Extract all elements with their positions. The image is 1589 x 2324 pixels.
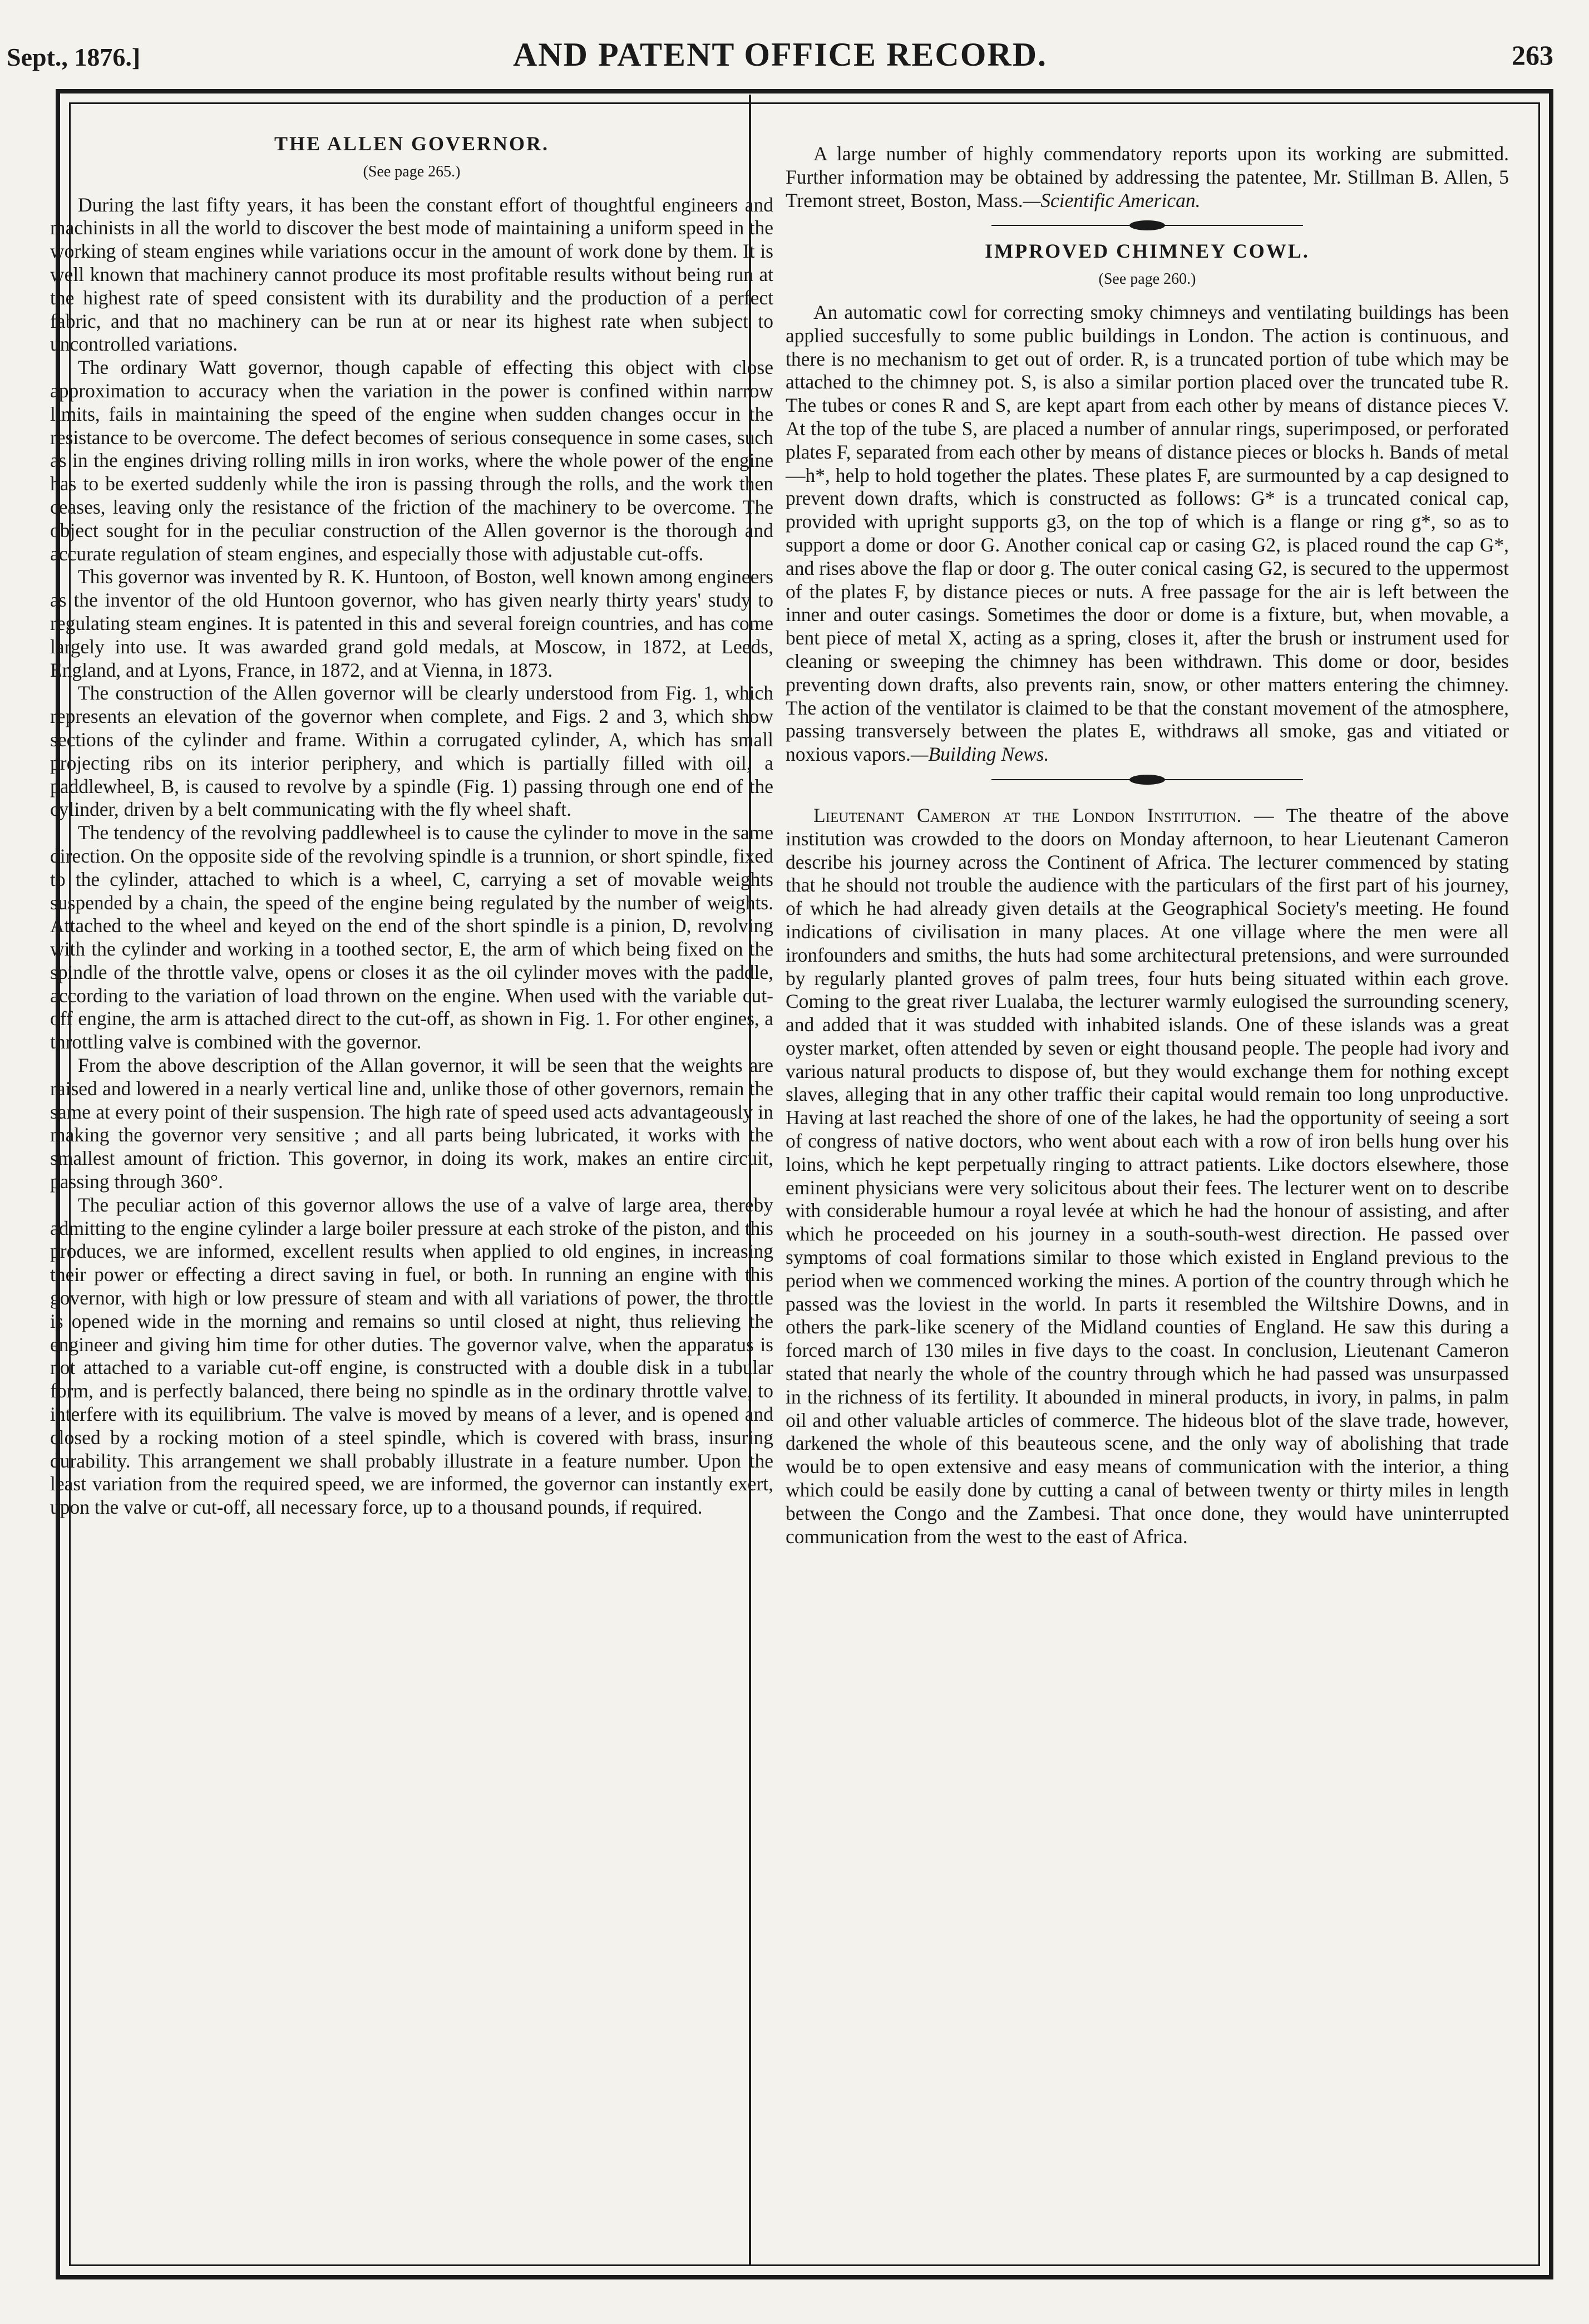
page-reference: (See page 260.) — [1098, 270, 1196, 288]
issue-date: Sept., 1876.] — [7, 43, 141, 71]
paragraph-text: — The theatre of the above institution was crowded to the doors on Monday afternoon, to hear Lieutenant Cameron describe his journey across the Continent of Africa. The lecturer commenced by stating that he should not trouble the audience with the particulars of the first part of his journey, of which he had already given details at the Geographical Society's meeting. He found indications of civilisation in many places. At one village where the men were all ironfounders and smiths, the huts had some architectural pretensions, and were surrounded by regularly planted groves of palm trees, four huts being situated within each grove. Coming to the great river Lualaba, the lecturer warmly eulogised the surrounding scenery, and added that it was studded with inhabited islands. One of these islands was a great oyster market, often attended by seven or eight thousand people. The people had ivory and various natural products to dispose of, but they would exchange them for nothing except slaves, alleging that in any other traffic their capital would remain too long unproductive. Having at last reached the shore of one of the lakes, he had the opportunity of seeing a sort of congress of native doctors, who went about each with a row of iron bells hung over his loins, which he kept perpetually ringing to attract patients. Like doctors elsewhere, those eminent physicians were very solicitous about their fees. The lecturer went on to describe with considerable humour a royal levée at which he had the honour of assisting, and after which he proceeded on his journey in a south-south-west direction. He passed over symptoms of coal formations similar to those which existed in England previous to the period when we commenced working the mines. A portion of the country through which he passed was the loviest in the world. In parts it resembled the Wiltshire Downs, and in others the park-like scenery of the Midland counties of England. He saw this during a forced march of 130 miles in five days to the coast. In conclusion, Lieutenant Cameron stated that nearly the whole of the country through which he had passed was unsurpassed in the richness of its fertility. It abounded in mineral products, in ivory, in palms, in palm oil and other valuable articles of commerce. The hideous blot of the slave trade, however, darkened the whole of this beauteous scene, and the only way of abolishing that trade would be to open extensive and easy means of communication with the interior, a thing which could be easily done by cutting a canal of between twenty or thirty miles in length between the Congo and the Zambesi. That once done, they would have uninterrupted communication from the west to the east of Africa. — [786, 804, 1509, 1548]
paragraph — [786, 804, 1509, 1549]
paragraph: From the above description of the Allan governor, it will be seen that the weights are raised and lowered in a nearly vertical line and, unlike those of other governors, remain the same at every point of their suspension. The high rate of speed used acts advantageously in making the governor very sensitive ; and all parts being lubricated, it works with the smallest amount of friction. This governor, in doing its work, makes an entire circuit, passing through 360°. — [50, 1054, 773, 1193]
paragraph-text: An automatic cowl for correcting smoky chimneys and ventilating buildings has been applied succesfully to some public buildings in London. The action is continuous, and there is no mechanism to get out of order. R, is a truncated portion of tube which may be attached to the chimney pot. S, is also a similar portion placed over the truncated tube R. The tubes or cones R and S, are kept apart from each other by means of distance pieces V. At the top of the tube S, are placed a number of annular rings, superimposed, or perforated plates F, separated from each other by means of distance pieces or blocks h. Bands of metal —h*, help to hold together the plates. These plates F, are surmounted by a cap designed to prevent down drafts, which is constructed as follows: G* is a truncated conical cap, provided with upright supports g3, on the top of which is a flange or ring g*, so as to support a dome or door G. Another conical cap or casing G2, is placed round the cap G*, and rises above the flap or door g. The outer conical casing G2, is secured to the uppermost of the plates F, by distance pieces or nuts. A free passage for the air is left between the inner and outer casings. Sometimes the door or dome is a fixture, but, when movable, a bent piece of metal X, acting as a spring, closes it, after the brush or instrument used for cleaning or sweeping the chimney has been withdrawn. This dome or door, besides preventing down drafts, also prevents rain, snow, or other matters entering the chimney. The action of the ventilator is claimed to be that the constant movement of the atmosphere, passing transversely between the plates E, withdraws all smoke, gas and vitiated or noxious vapors. — [786, 301, 1509, 766]
left-column — [50, 111, 773, 1519]
section-divider — [991, 774, 1303, 785]
article-title: IMPROVED CHIMNEY COWL. — [985, 240, 1310, 263]
paragraph: During the last fifty years, it has been the constant effort of thoughtful engineers and machinists in all the world to discover the best mode of maintaining a uniform speed in the working of steam engines while variations occur in the amount of work done by them. It is well known that machinery cannot produce its most profitable results without being run at the highest rate of speed consistent with its durability and the production of a perfect fabric, and that no machinery can be run at or near its highest rate when subject to uncontrolled variations. — [50, 193, 773, 356]
article-title: THE ALLEN GOVERNOR. — [274, 132, 550, 155]
right-column — [786, 111, 1509, 1548]
page-header — [7, 36, 1553, 80]
paragraph: The peculiar action of this governor allows the use of a valve of large area, thereby admitting to the engine cylinder a large boiler pressure at each stroke of the piston, and this produces, we are informed, excellent results when applied to old engines, in increasing their power or effecting a direct saving in fuel, or both. In running an engine with this governor, with high or low pressure of steam and with all variations of power, the throttle is opened wide in the morning and remains so until closed at night, thus relieving the engineer and giving him time for other duties. The governor valve, when the apparatus is not attached to a variable cut-off engine, is constructed with a double disk in a tubular form, and is perfectly balanced, there being no spindle as in the ordinary throttle valve, to interfere with its equilibrium. The valve is moved by means of a lever, and is opened and closed by a rocking motion of a steel spindle, which is covered with brass, insuring durability. This arrangement we shall probably illustrate in a feature number. Upon the least variation from the required speed, we are informed, the governor can instantly exert, upon the valve or cut-off, all necessary force, up to a thousand pounds, if required. — [50, 1193, 773, 1519]
paragraph-continued — [786, 142, 1509, 212]
paragraph — [786, 301, 1509, 766]
paragraph: The ordinary Watt governor, though capable of effecting this object with close approximation to accuracy when the variation in the power is confined within narrow limits, fails in maintaining the speed of the engine when sudden changes occur in the resistance to be overcome. The defect becomes of serious consequence in some cases, such as in the engines driving rolling mills in iron works, where the whole power of the engine has to be exerted suddenly while the iron is passing through the rolls, and the work then ceases, leaving only the resistance of the friction of the machinery to be overcome. The object sought for in the peculiar construction of the Allen governor is the thorough and accurate regulation of steam engines, and especially those with adjustable cut-offs. — [50, 356, 773, 565]
section-divider — [991, 220, 1303, 231]
paragraph: The tendency of the revolving paddlewheel is to cause the cylinder to move in the same direction. On the opposite side of the revolving spindle is a trunnion, or short spindle, fixed to the cylinder, attached to which is a wheel, C, carrying a set of movable weights suspended by a chain, the speed of the engine being regulated by the number of weights. Attached to the wheel and keyed on the end of the short spindle is a pinion, D, revolving with the cylinder and working in a toothed sector, E, the arm of which being fixed on the spindle of the throttle valve, opens or closes it as the oil cylinder moves with the paddle, according to the variation of load thrown on the engine. When used with the variable cut-off engine, the arm is attached direct to the cut-off, as shown in Fig. 1. For other engines, a throttling valve is combined with the governor. — [50, 821, 773, 1053]
paragraph: This governor was invented by R. K. Huntoon, of Boston, well known among engineers as the inventor of the old Huntoon governor, who has given nearly thirty years' study to regulating steam engines. It is patented in this and several foreign countries, and has come largely into use. It was awarded grand gold medals, at Moscow, in 1872, at Leeds, England, and at Lyons, France, in 1872, and at Vienna, in 1873. — [50, 565, 773, 681]
page-number: 263 — [1512, 40, 1553, 71]
journal-title: AND PATENT OFFICE RECORD. — [512, 36, 1048, 73]
source-citation: —Scientific American. — [1023, 189, 1201, 211]
article-lead: Lieutenant Cameron at the London Institution. — [813, 804, 1242, 826]
page-reference: (See page 265.) — [363, 163, 461, 180]
paragraph: The construction of the Allen governor will be clearly understood from Fig. 1, which represents an elevation of the governor when complete, and Figs. 2 and 3, which show sections of the cylinder and frame. Within a corrugated cylinder, A, which has small projecting ribs on its interior periphery, and which is partially filled with oil, a paddlewheel, B, is caused to revolve by a spindle (Fig. 1) passing through one end of the cylinder, driven by a belt communicating with the fly wheel shaft. — [50, 682, 773, 821]
paragraph-text: A large number of highly commendatory reports upon its working are submitted. Further information may be obtained by addressing the patentee, Mr. Stillman B. Allen, 5 Tremont street, Boston, Mass. — [786, 142, 1509, 211]
source-citation: —Building News. — [910, 743, 1049, 766]
